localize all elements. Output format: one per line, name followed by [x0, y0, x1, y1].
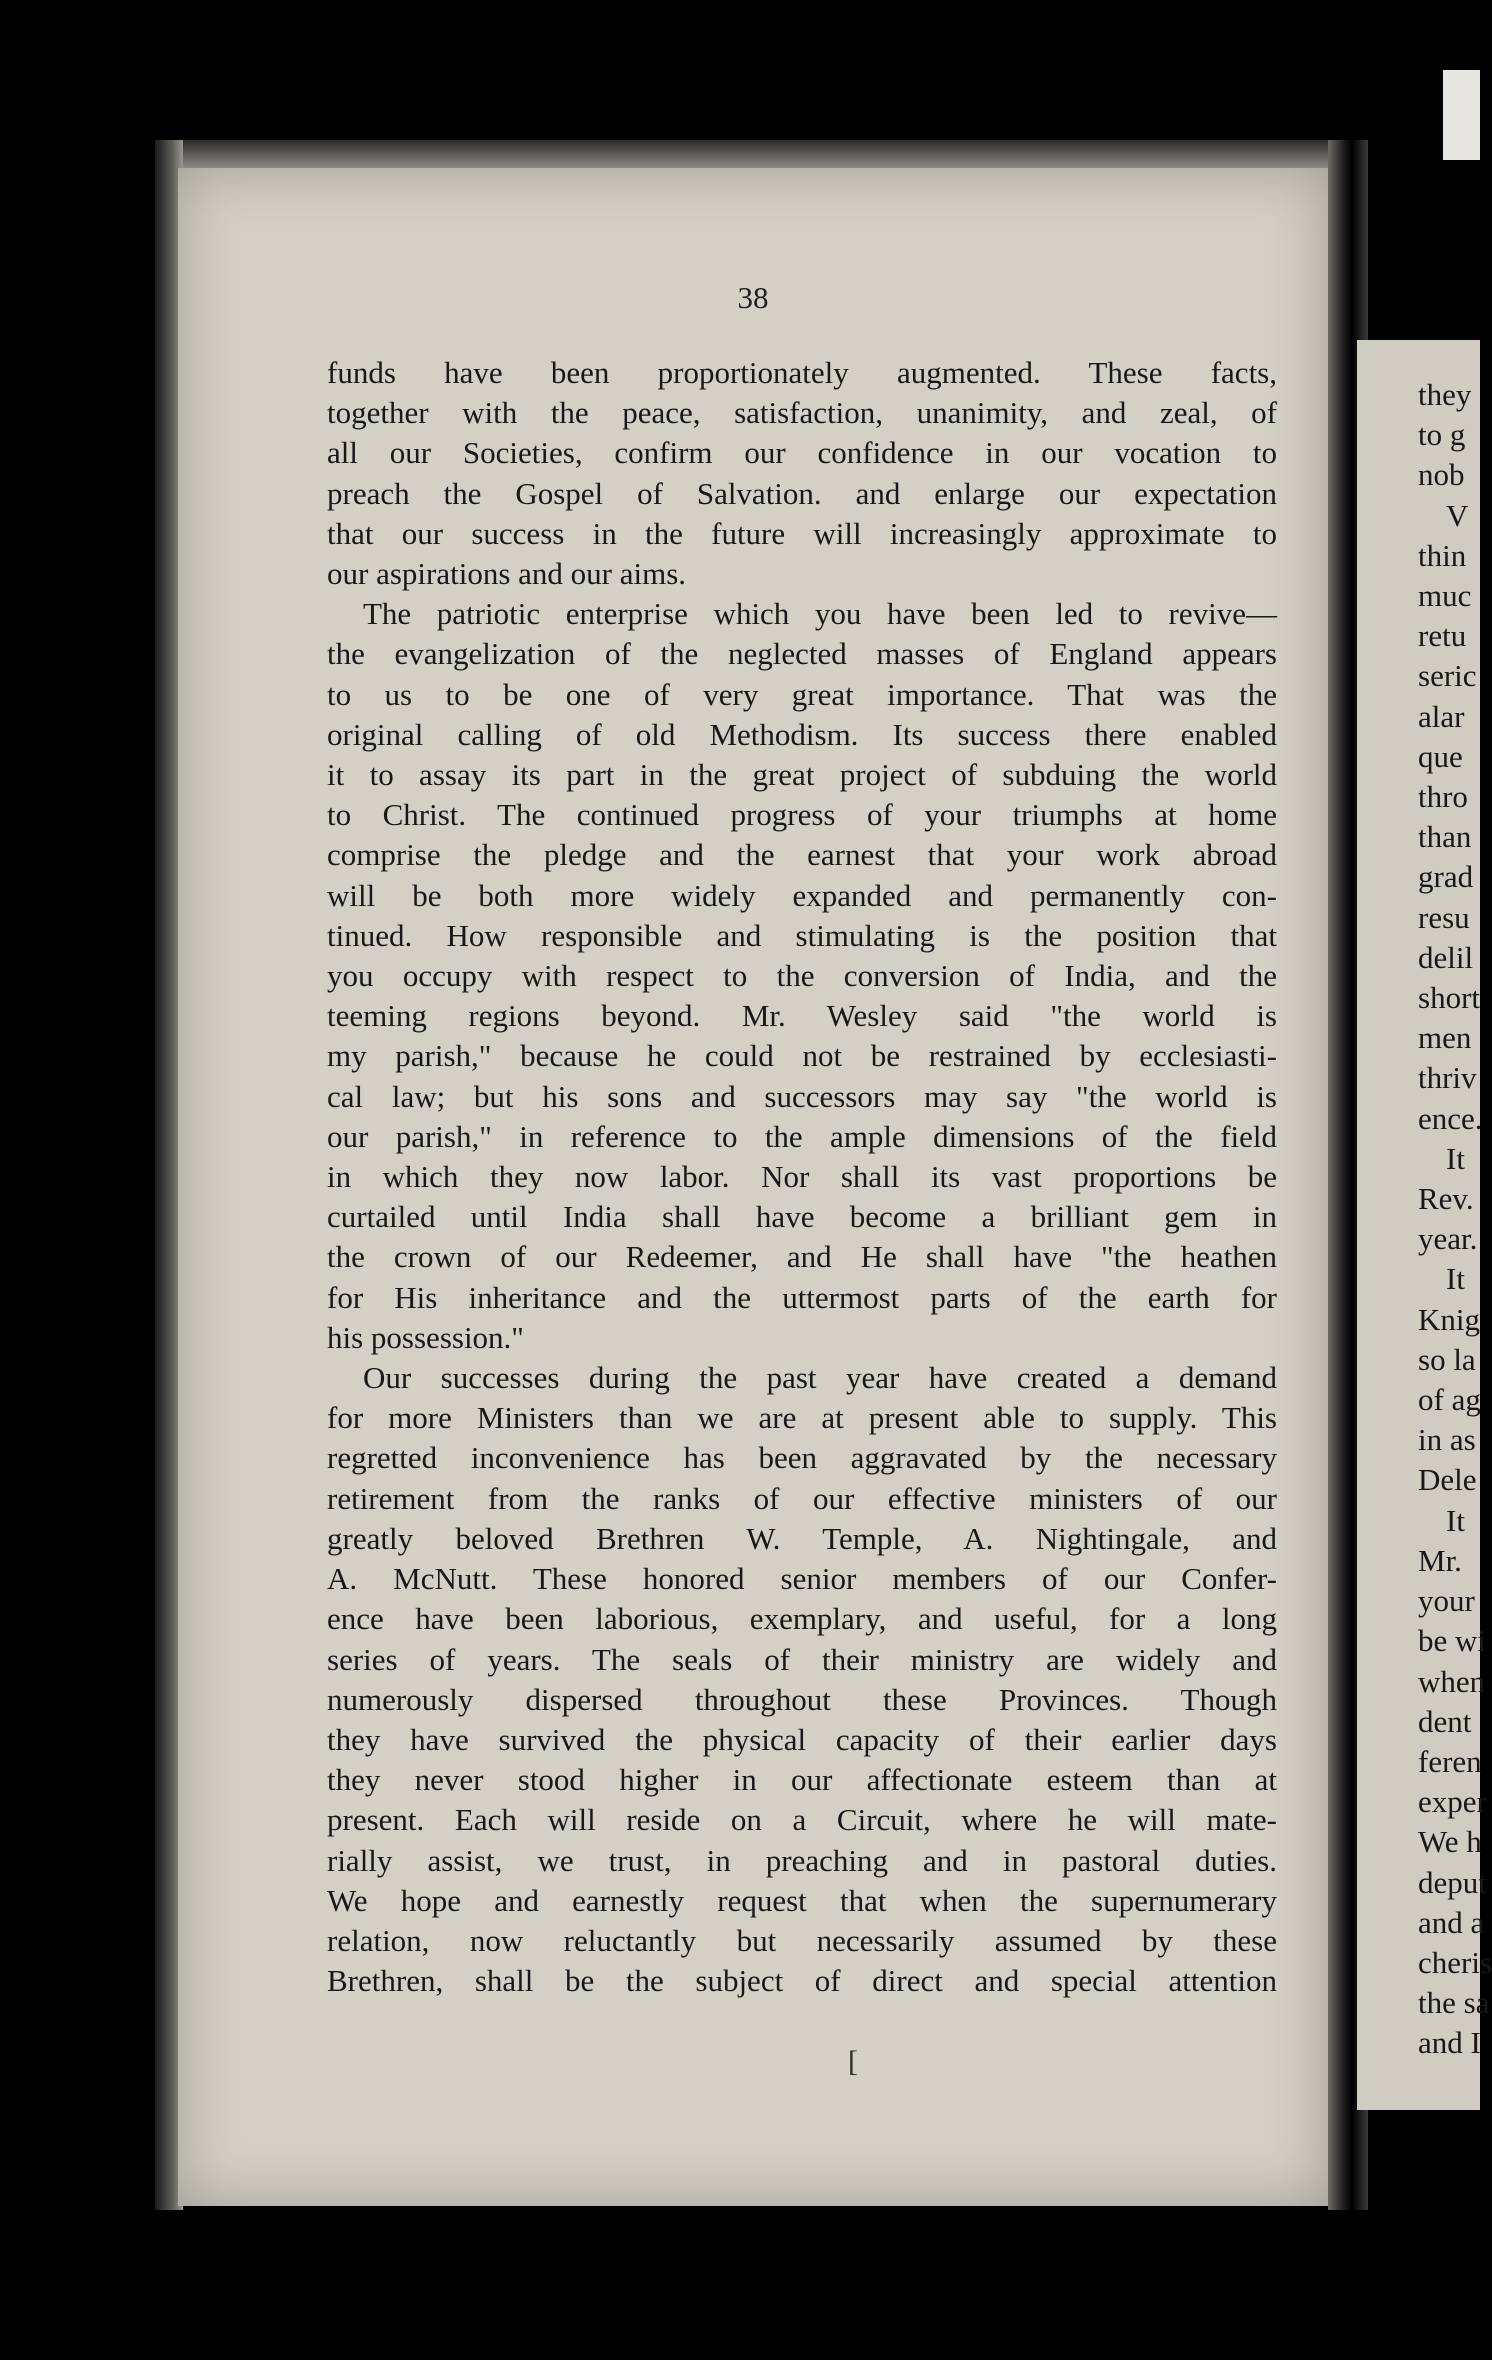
text-line: greatly beloved Brethren W. Temple, A. Nightingale, and — [327, 1520, 1277, 1556]
facing-line: short — [1418, 980, 1480, 1016]
text-line: they never stood higher in our affectionate esteem than at — [327, 1762, 1277, 1798]
text-line: tinued. How responsible and stimulating is the position that — [327, 917, 1277, 953]
facing-line: cheris — [1418, 1944, 1492, 1980]
text-line: they have survived the physical capacity of their earlier days — [327, 1721, 1277, 1757]
book-page — [178, 168, 1328, 2206]
facing-line: deput — [1418, 1864, 1487, 1900]
text-line: series of years. The seals of their ministry are widely and — [327, 1641, 1277, 1677]
facing-page-text — [1418, 375, 1492, 2064]
facing-line: thriv — [1418, 1060, 1477, 1096]
facing-line: thro — [1418, 779, 1468, 815]
text-line: preach the Gospel of Salvation. and enlarge our expectation — [327, 475, 1277, 511]
facing-line: retu — [1418, 618, 1467, 654]
text-line: it to assay its part in the great project of subduing the world — [327, 757, 1277, 793]
page-number: 38 — [737, 280, 769, 315]
text-line: regretted inconvenience has been aggravated by the necessary — [327, 1440, 1277, 1476]
facing-line: to g — [1418, 417, 1466, 453]
text-line: comprise the pledge and the earnest that your work abroad — [327, 837, 1277, 873]
text-line: rially assist, we trust, in preaching and in pastoral duties. — [327, 1842, 1277, 1878]
text-line: Our successes during the past year have created a demand — [363, 1360, 1277, 1396]
text-line: you occupy with respect to the conversion of India, and the — [327, 958, 1277, 994]
text-line: the evangelization of the neglected masses of England appears — [327, 636, 1277, 672]
text-line: cal law; but his sons and successors may say "the world is — [327, 1078, 1277, 1114]
facing-line: resu — [1418, 899, 1470, 935]
facing-line: and a — [1418, 1904, 1485, 1940]
facing-line: Knig — [1418, 1301, 1480, 1337]
facing-line: than — [1418, 819, 1472, 855]
facing-line: be wi — [1418, 1623, 1487, 1659]
text-line: retirement from the ranks of our effective ministers of our — [327, 1480, 1277, 1516]
text-line: curtailed until India shall have become a brilliant gem in — [327, 1199, 1277, 1235]
text-line: for more Ministers than we are at present able to supply. This — [327, 1400, 1277, 1436]
facing-line: year. — [1418, 1221, 1478, 1257]
stray-mark: [ — [848, 2045, 858, 2078]
facing-line: they — [1418, 377, 1472, 412]
text-line: the crown of our Redeemer, and He shall have "the heathen — [327, 1239, 1277, 1275]
facing-line: We h — [1418, 1824, 1482, 1860]
text-line: Brethren, shall be the subject of direct and special attention — [327, 1963, 1277, 1999]
text-line: his possession." — [327, 1319, 524, 1355]
facing-line: nob — [1418, 457, 1465, 493]
facing-line: grad — [1418, 859, 1474, 895]
facing-line: and I — [1418, 2025, 1481, 2061]
text-line: The patriotic enterprise which you have been led to revive— — [363, 596, 1277, 632]
text-line: funds have been proportionately augmented. These facts, — [327, 355, 1277, 390]
facing-line: so la — [1418, 1341, 1476, 1377]
text-line: will be both more widely expanded and permanently con- — [327, 877, 1277, 913]
text-line: our aspirations and our aims. — [327, 556, 687, 592]
text-line: relation, now reluctantly but necessarily assumed by these — [327, 1922, 1277, 1958]
page-body-text — [327, 353, 1277, 2001]
facing-line: men — [1418, 1020, 1472, 1056]
text-line: to us to be one of very great importance. That was the — [327, 676, 1277, 712]
text-line: that our success in the future will increasingly approximate to — [327, 515, 1277, 551]
facing-line: It — [1446, 1140, 1465, 1176]
facing-line: muc — [1418, 578, 1472, 614]
facing-line: of ag — [1418, 1382, 1481, 1418]
facing-line: the sa — [1418, 1985, 1490, 2021]
facing-line: your — [1418, 1583, 1475, 1619]
text-line: to Christ. The continued progress of your triumphs at home — [327, 797, 1277, 833]
text-line: A. McNutt. These honored senior members of our Confer- — [327, 1561, 1277, 1597]
facing-line: thin — [1418, 537, 1467, 573]
text-line: for His inheritance and the uttermost parts of the earth for — [327, 1279, 1277, 1315]
facing-line: seric — [1418, 658, 1477, 694]
text-line: We hope and earnestly request that when the supernumerary — [327, 1882, 1277, 1918]
facing-line: dent — [1418, 1703, 1472, 1739]
facing-line: Mr. — [1418, 1542, 1462, 1578]
text-line: my parish," because he could not be restrained by ecclesiasti- — [327, 1038, 1277, 1074]
text-line: numerously dispersed throughout these Provinces. Though — [327, 1681, 1277, 1717]
facing-line: que — [1418, 738, 1463, 774]
facing-line: when — [1418, 1663, 1486, 1699]
facing-line: Dele — [1418, 1462, 1477, 1498]
facing-line: delil — [1418, 939, 1474, 975]
facing-line: ence. — [1418, 1100, 1483, 1136]
text-line: original calling of old Methodism. Its success there enabled — [327, 716, 1277, 752]
facing-line: exper — [1418, 1784, 1487, 1820]
text-line: teeming regions beyond. Mr. Wesley said "the world is — [327, 998, 1277, 1034]
facing-line: Rev. — [1418, 1181, 1474, 1217]
facing-line: alar — [1418, 698, 1465, 734]
text-line: in which they now labor. Nor shall its vast proportions be — [327, 1159, 1277, 1195]
text-line: ence have been laborious, exemplary, and useful, for a long — [327, 1601, 1277, 1637]
facing-line: in as — [1418, 1422, 1476, 1458]
facing-line: feren — [1418, 1743, 1482, 1779]
right-page-top-corner — [1443, 70, 1480, 160]
facing-line: It — [1446, 1261, 1465, 1297]
text-line: all our Societies, confirm our confidence in our vocation to — [327, 435, 1277, 471]
text-line: together with the peace, satisfaction, unanimity, and zeal, of — [327, 395, 1277, 431]
facing-line: V — [1446, 497, 1469, 533]
text-line: our parish," in reference to the ample dimensions of the field — [327, 1118, 1277, 1154]
facing-line: It — [1446, 1502, 1465, 1538]
text-line: present. Each will reside on a Circuit, where he will mate- — [327, 1802, 1277, 1838]
